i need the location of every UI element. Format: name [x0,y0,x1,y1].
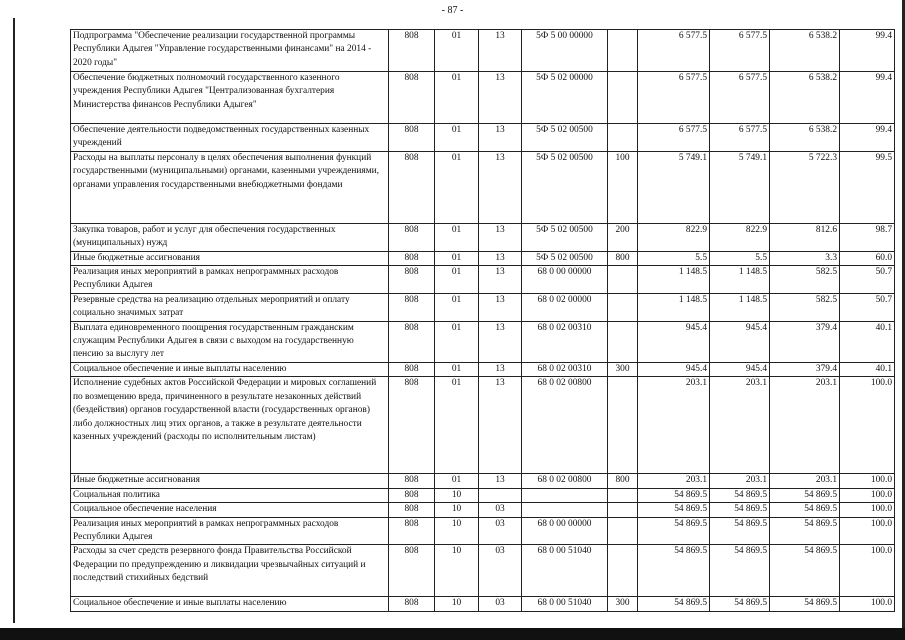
execution-percent: 50.7 [840,266,895,294]
row-name: Социальная политика [71,488,389,502]
refined-amount: 54 869.5 [710,503,770,517]
row-name: Закупка товаров, работ и услуг для обеспечения государственных (муниципальных) нужд [71,223,389,251]
refined-amount: 54 869.5 [710,488,770,502]
section-code: 01 [435,321,479,362]
refined-amount: 203.1 [710,377,770,474]
budget-table [70,29,895,612]
target-code: 68 0 02 00310 [522,362,608,376]
section-code: 10 [435,488,479,502]
expense-type [608,545,638,597]
execution-percent: 100.0 [840,517,895,545]
ministry-code: 808 [389,362,435,376]
executed-amount: 5 722.3 [770,151,840,223]
ministry-code: 808 [389,293,435,321]
section-code: 10 [435,503,479,517]
table-row [71,362,895,376]
target-code: 68 0 02 00800 [522,377,608,474]
table-row [71,321,895,362]
table-row [71,503,895,517]
expense-type [608,488,638,502]
subsection-code: 13 [479,223,522,251]
executed-amount: 6 538.2 [770,72,840,124]
expense-type [608,293,638,321]
target-code: 68 0 02 00800 [522,474,608,488]
plan-amount: 945.4 [638,362,710,376]
target-code: 68 0 00 51040 [522,597,608,611]
row-name: Реализация иных мероприятий в рамках непрограммных расходов Республики Адыгея [71,517,389,545]
target-code: 68 0 00 00000 [522,266,608,294]
subsection-code: 13 [479,377,522,474]
plan-amount: 5 749.1 [638,151,710,223]
table-row [71,151,895,223]
table-row [71,377,895,474]
ministry-code: 808 [389,377,435,474]
execution-percent: 100.0 [840,474,895,488]
ministry-code: 808 [389,151,435,223]
section-code: 01 [435,30,479,72]
executed-amount: 3.3 [770,251,840,265]
ministry-code: 808 [389,503,435,517]
refined-amount: 54 869.5 [710,517,770,545]
subsection-code: 03 [479,517,522,545]
executed-amount: 379.4 [770,321,840,362]
execution-percent: 40.1 [840,362,895,376]
subsection-code: 13 [479,474,522,488]
ministry-code: 808 [389,488,435,502]
subsection-code [479,488,522,502]
target-code [522,503,608,517]
table-body [71,30,895,612]
table-row [71,266,895,294]
execution-percent: 100.0 [840,503,895,517]
ministry-code: 808 [389,517,435,545]
executed-amount: 203.1 [770,474,840,488]
row-name: Иные бюджетные ассигнования [71,251,389,265]
row-name: Социальное обеспечение и иные выплаты населению [71,362,389,376]
expense-type: 300 [608,597,638,611]
ministry-code: 808 [389,321,435,362]
execution-percent: 100.0 [840,377,895,474]
scan-bottom-band [0,628,905,640]
refined-amount: 6 577.5 [710,30,770,72]
plan-amount: 54 869.5 [638,503,710,517]
plan-amount: 6 577.5 [638,72,710,124]
row-name: Расходы на выплаты персоналу в целях обеспечения выполнения функций государственными (муниципальными) органами, казенными учреждениями, органами управления государственными внебюджетными фондами [71,151,389,223]
execution-percent: 40.1 [840,321,895,362]
ministry-code: 808 [389,72,435,124]
row-name: Обеспечение деятельности подведомственных государственных казенных учреждений [71,124,389,152]
expense-type [608,124,638,152]
plan-amount: 1 148.5 [638,266,710,294]
row-name: Социальное обеспечение населения [71,503,389,517]
expense-type [608,503,638,517]
subsection-code: 13 [479,151,522,223]
ministry-code: 808 [389,266,435,294]
execution-percent: 99.4 [840,30,895,72]
target-code: 5Ф 5 02 00500 [522,223,608,251]
table-row [71,488,895,502]
section-code: 01 [435,474,479,488]
expense-type: 800 [608,474,638,488]
refined-amount: 945.4 [710,362,770,376]
plan-amount: 203.1 [638,474,710,488]
section-code: 01 [435,293,479,321]
target-code: 5Ф 5 00 00000 [522,30,608,72]
refined-amount: 1 148.5 [710,266,770,294]
plan-amount: 1 148.5 [638,293,710,321]
target-code: 68 0 02 00000 [522,293,608,321]
subsection-code: 03 [479,545,522,597]
refined-amount: 6 577.5 [710,124,770,152]
section-code: 01 [435,251,479,265]
table-row [71,223,895,251]
executed-amount: 6 538.2 [770,124,840,152]
table-row [71,597,895,611]
subsection-code: 03 [479,597,522,611]
subsection-code: 13 [479,30,522,72]
row-name: Выплата единовременного поощрения государственным гражданским служащим Республики Адыгея в связи с выходом на государственную пенсию за выслугу лет [71,321,389,362]
expense-type [608,266,638,294]
section-code: 01 [435,362,479,376]
scan-left-edge [13,18,15,623]
refined-amount: 203.1 [710,474,770,488]
target-code: 68 0 00 00000 [522,517,608,545]
execution-percent: 100.0 [840,488,895,502]
ministry-code: 808 [389,223,435,251]
expense-type: 100 [608,151,638,223]
row-name: Подпрограмма "Обеспечение реализации государственной программы Республики Адыгея "Управление государственными финансами" на 2014 - 2020 годы" [71,30,389,72]
target-code: 68 0 00 51040 [522,545,608,597]
executed-amount: 54 869.5 [770,597,840,611]
executed-amount: 54 869.5 [770,517,840,545]
target-code: 5Ф 5 02 00500 [522,124,608,152]
target-code: 68 0 02 00310 [522,321,608,362]
target-code [522,488,608,502]
ministry-code: 808 [389,124,435,152]
section-code: 01 [435,124,479,152]
row-name: Расходы за счет средств резервного фонда Правительства Российской Федерации по предупреждению и ликвидации чрезвычайных ситуаций и последствий стихийных бедствий [71,545,389,597]
expense-type [608,377,638,474]
ministry-code: 808 [389,30,435,72]
subsection-code: 13 [479,124,522,152]
plan-amount: 54 869.5 [638,517,710,545]
table-row [71,124,895,152]
table-row [71,545,895,597]
plan-amount: 6 577.5 [638,30,710,72]
row-name: Реализация иных мероприятий в рамках непрограммных расходов Республики Адыгея [71,266,389,294]
table-row [71,72,895,124]
refined-amount: 5 749.1 [710,151,770,223]
target-code: 5Ф 5 02 00500 [522,151,608,223]
expense-type [608,517,638,545]
table-row [71,293,895,321]
subsection-code: 13 [479,362,522,376]
row-name: Резервные средства на реализацию отдельных мероприятий и оплату социально значимых затрат [71,293,389,321]
refined-amount: 1 148.5 [710,293,770,321]
table-row [71,517,895,545]
table-row [71,30,895,72]
row-name: Исполнение судебных актов Российской Федерации и мировых соглашений по возмещению вреда, причиненного в результате незаконных действий (бездействия) органов государственной власти (государственных органов) либо должностных лиц этих органов, а также в результате деятельности казенных учреждений (расходы по исполнительным листам) [71,377,389,474]
plan-amount: 822.9 [638,223,710,251]
section-code: 01 [435,72,479,124]
table-row [71,251,895,265]
row-name: Обеспечение бюджетных полномочий государственного казенного учреждения Республики Адыгея "Централизованная бухгалтерия Министерства финансов Республики Адыгея" [71,72,389,124]
subsection-code: 03 [479,503,522,517]
expense-type [608,321,638,362]
plan-amount: 5.5 [638,251,710,265]
expense-type: 300 [608,362,638,376]
executed-amount: 812.6 [770,223,840,251]
section-code: 01 [435,377,479,474]
target-code: 5Ф 5 02 00000 [522,72,608,124]
row-name: Иные бюджетные ассигнования [71,474,389,488]
refined-amount: 5.5 [710,251,770,265]
section-code: 01 [435,151,479,223]
execution-percent: 99.4 [840,72,895,124]
executed-amount: 54 869.5 [770,488,840,502]
execution-percent: 99.5 [840,151,895,223]
plan-amount: 945.4 [638,321,710,362]
plan-amount: 203.1 [638,377,710,474]
plan-amount: 6 577.5 [638,124,710,152]
subsection-code: 13 [479,72,522,124]
page-number: - 87 - [441,5,464,16]
section-code: 01 [435,223,479,251]
subsection-code: 13 [479,293,522,321]
refined-amount: 54 869.5 [710,597,770,611]
ministry-code: 808 [389,597,435,611]
refined-amount: 54 869.5 [710,545,770,597]
target-code: 5Ф 5 02 00500 [522,251,608,265]
execution-percent: 98.7 [840,223,895,251]
executed-amount: 582.5 [770,293,840,321]
executed-amount: 379.4 [770,362,840,376]
refined-amount: 945.4 [710,321,770,362]
table-row [71,474,895,488]
subsection-code: 13 [479,266,522,294]
refined-amount: 6 577.5 [710,72,770,124]
ministry-code: 808 [389,251,435,265]
ministry-code: 808 [389,474,435,488]
section-code: 01 [435,266,479,294]
expense-type [608,30,638,72]
ministry-code: 808 [389,545,435,597]
execution-percent: 99.4 [840,124,895,152]
row-name: Социальное обеспечение и иные выплаты населению [71,597,389,611]
expense-type: 200 [608,223,638,251]
execution-percent: 100.0 [840,545,895,597]
executed-amount: 203.1 [770,377,840,474]
plan-amount: 54 869.5 [638,488,710,502]
execution-percent: 100.0 [840,597,895,611]
plan-amount: 54 869.5 [638,597,710,611]
plan-amount: 54 869.5 [638,545,710,597]
executed-amount: 54 869.5 [770,503,840,517]
execution-percent: 60.0 [840,251,895,265]
section-code: 10 [435,597,479,611]
section-code: 10 [435,545,479,597]
expense-type [608,72,638,124]
execution-percent: 50.7 [840,293,895,321]
subsection-code: 13 [479,321,522,362]
executed-amount: 582.5 [770,266,840,294]
refined-amount: 822.9 [710,223,770,251]
executed-amount: 54 869.5 [770,545,840,597]
executed-amount: 6 538.2 [770,30,840,72]
section-code: 10 [435,517,479,545]
subsection-code: 13 [479,251,522,265]
expense-type: 800 [608,251,638,265]
